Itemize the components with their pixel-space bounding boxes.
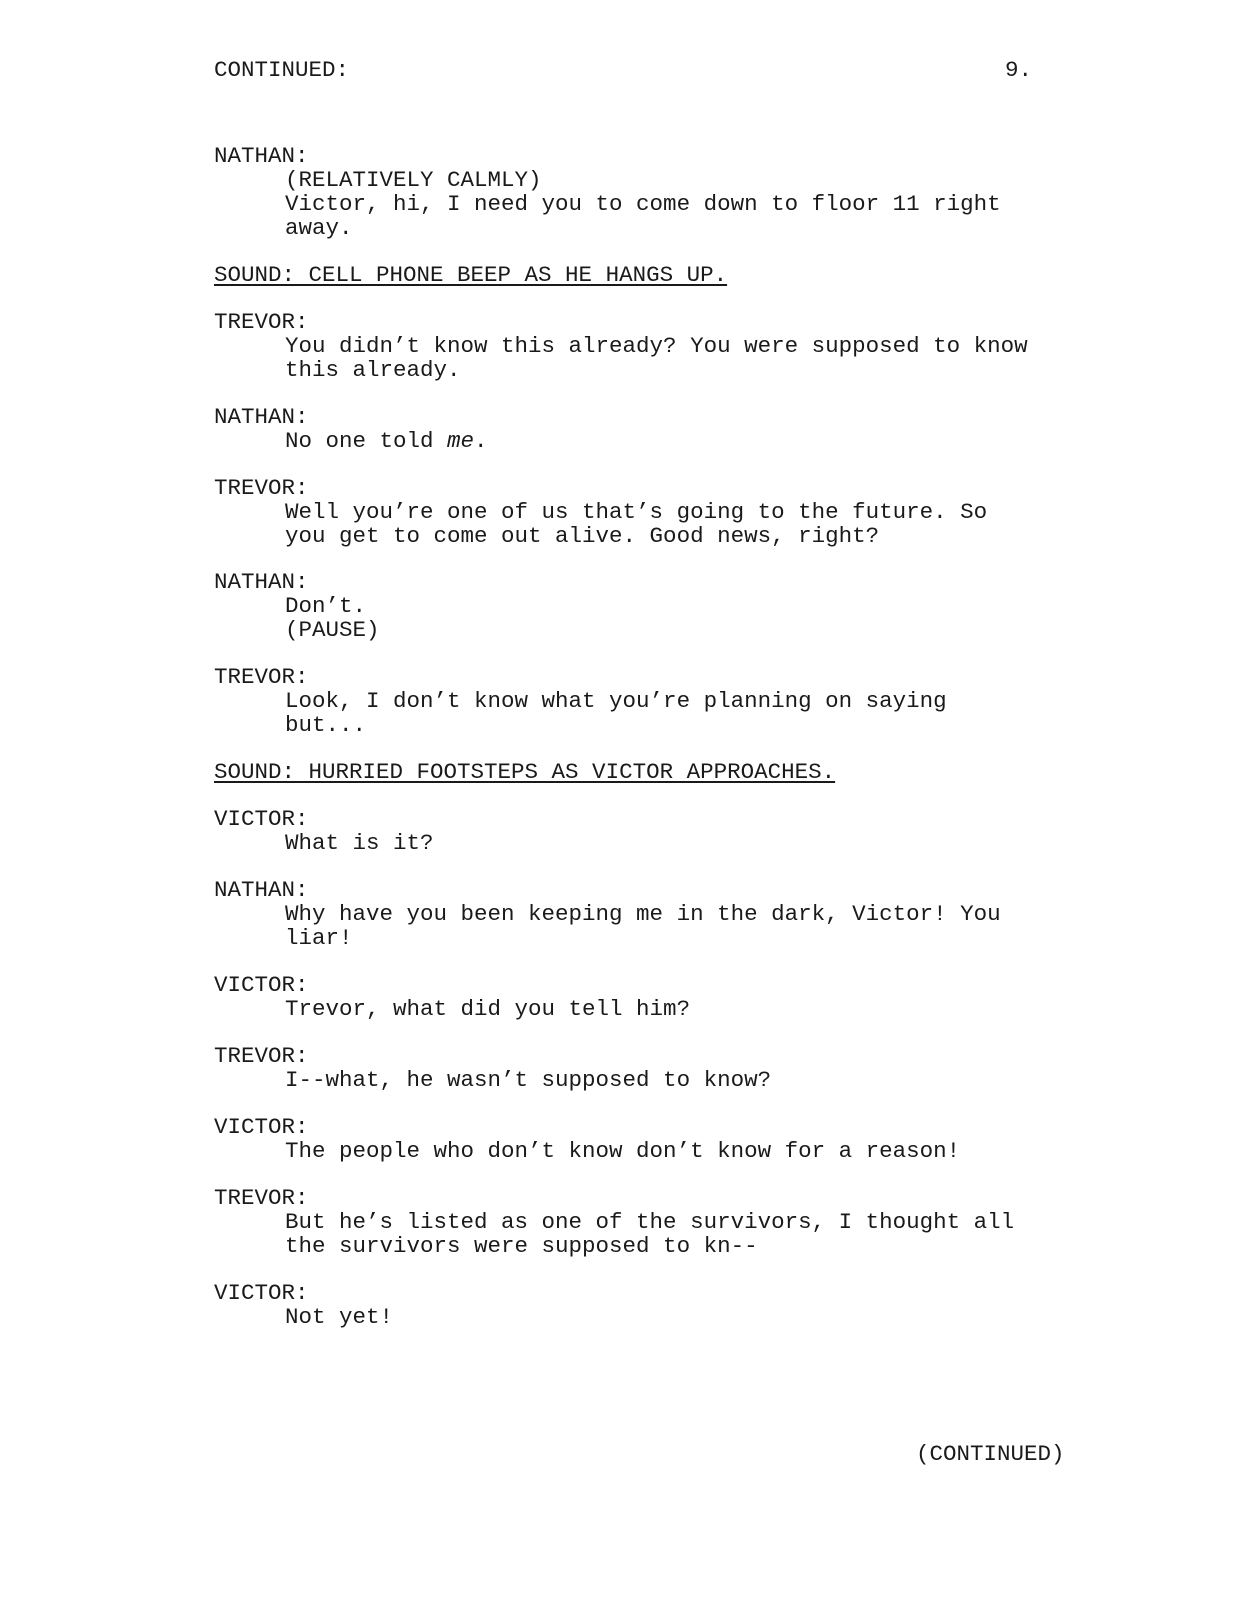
dialogue-line: away. — [285, 215, 353, 241]
character-name: TREVOR: — [214, 664, 309, 690]
character-name: TREVOR: — [214, 1185, 309, 1211]
sound-cue: SOUND: CELL PHONE BEEP AS HE HANGS UP. — [214, 262, 728, 288]
dialogue-line: You didn’t know this already? You were supposed to know — [285, 333, 1028, 359]
page-header-continued: CONTINUED: — [214, 57, 350, 83]
dialogue-line: liar! — [285, 925, 353, 951]
dialogue-line: but... — [285, 712, 367, 738]
parenthetical: (PAUSE) — [285, 617, 380, 643]
dialogue-line: The people who don’t know don’t know for a reason! — [285, 1138, 961, 1164]
dialogue-line: this already. — [285, 357, 461, 383]
character-name: VICTOR: — [214, 1280, 309, 1306]
dialogue-line: What is it? — [285, 830, 434, 856]
character-name: NATHAN: — [214, 877, 309, 903]
dialogue-line: I--what, he wasn’t supposed to know? — [285, 1067, 772, 1093]
dialogue-line: you get to come out alive. Good news, right? — [285, 523, 880, 549]
dialogue-line: Don’t. — [285, 593, 367, 619]
dialogue-line: Victor, hi, I need you to come down to floor 11 right — [285, 191, 1001, 217]
sound-cue: SOUND: HURRIED FOOTSTEPS AS VICTOR APPROACHES. — [214, 759, 836, 785]
character-name: VICTOR: — [214, 1114, 309, 1140]
dialogue-line: Why have you been keeping me in the dark, Victor! You — [285, 901, 1001, 927]
dialogue-line: Well you’re one of us that’s going to the future. So — [285, 499, 988, 525]
emphasis: me — [447, 428, 475, 454]
dialogue-line: Look, I don’t know what you’re planning on saying — [285, 688, 947, 714]
dialogue-line: the survivors were supposed to kn-- — [285, 1233, 758, 1259]
character-name: TREVOR: — [214, 475, 309, 501]
character-name: TREVOR: — [214, 309, 309, 335]
page-footer-continued: (CONTINUED) — [916, 1441, 1065, 1467]
dialogue-line: Not yet! — [285, 1304, 394, 1330]
parenthetical: (RELATIVELY CALMLY) — [285, 167, 542, 193]
character-name: NATHAN: — [214, 404, 309, 430]
dialogue-line: But he’s listed as one of the survivors, I thought all — [285, 1209, 1015, 1235]
character-name: NATHAN: — [214, 569, 309, 595]
character-name: TREVOR: — [214, 1043, 309, 1069]
character-name: NATHAN: — [214, 143, 309, 169]
dialogue-line: Trevor, what did you tell him? — [285, 996, 691, 1022]
character-name: VICTOR: — [214, 806, 309, 832]
dialogue-line: No one told me. — [285, 428, 488, 454]
character-name: VICTOR: — [214, 972, 309, 998]
page-number: 9. — [1005, 57, 1033, 83]
